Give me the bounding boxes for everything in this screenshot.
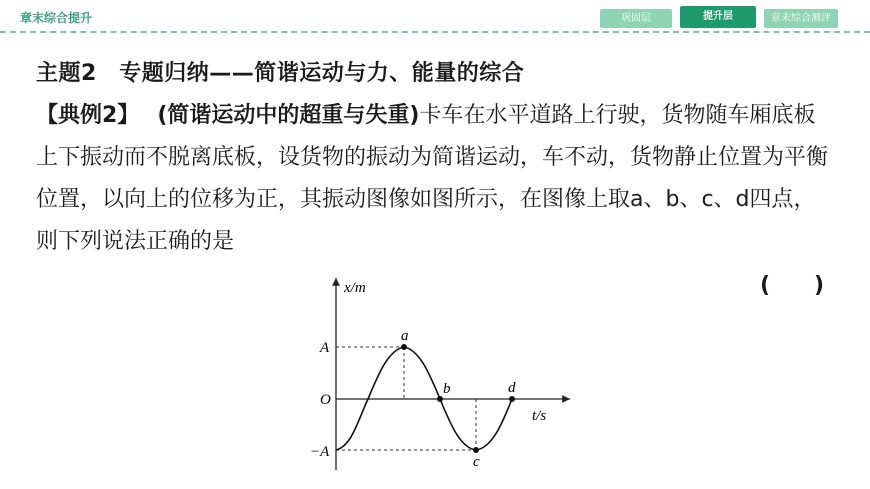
y-axis-label: x/m (344, 280, 366, 296)
tab-improvement[interactable]: 提升层 (680, 6, 756, 28)
answer-blank: ( ) (760, 273, 825, 298)
tab-chapter-test[interactable]: 章末综合测评 (764, 9, 838, 28)
tick-A: A (320, 340, 330, 356)
example-subtitle: (简谐运动中的超重与失重) (157, 103, 420, 128)
label-a: a (401, 328, 409, 344)
point-d (509, 396, 515, 402)
example-tag: 【典例2】 (36, 103, 140, 128)
tick-negA: −A (310, 444, 330, 460)
point-a (401, 344, 407, 350)
header-divider (0, 31, 870, 33)
label-d: d (508, 380, 516, 396)
label-c: c (473, 454, 480, 470)
top-bar (0, 0, 870, 32)
tick-O: O (320, 392, 331, 408)
problem-statement (36, 95, 836, 263)
vibration-graph (300, 270, 580, 480)
problem-text: 卡车在水平道路上行驶，货物随车厢底板上下振动而不脱离底板，设货物的振动为简谐运动，车不动，货物静止位置为平衡位置，以向上的位移为正，其振动图像如图所示，在图像上取a、b、c、d四点，则下列说法正确的是 (36, 103, 829, 254)
tab-consolidation[interactable]: 巩固层 (600, 9, 672, 28)
section-title: 章末综合提升 (20, 11, 93, 25)
topic-heading: 主题2 专题归纳——简谐运动与力、能量的综合 (36, 61, 525, 86)
label-b: b (443, 381, 451, 397)
point-c (473, 447, 479, 453)
x-axis-label: t/s (532, 408, 547, 424)
